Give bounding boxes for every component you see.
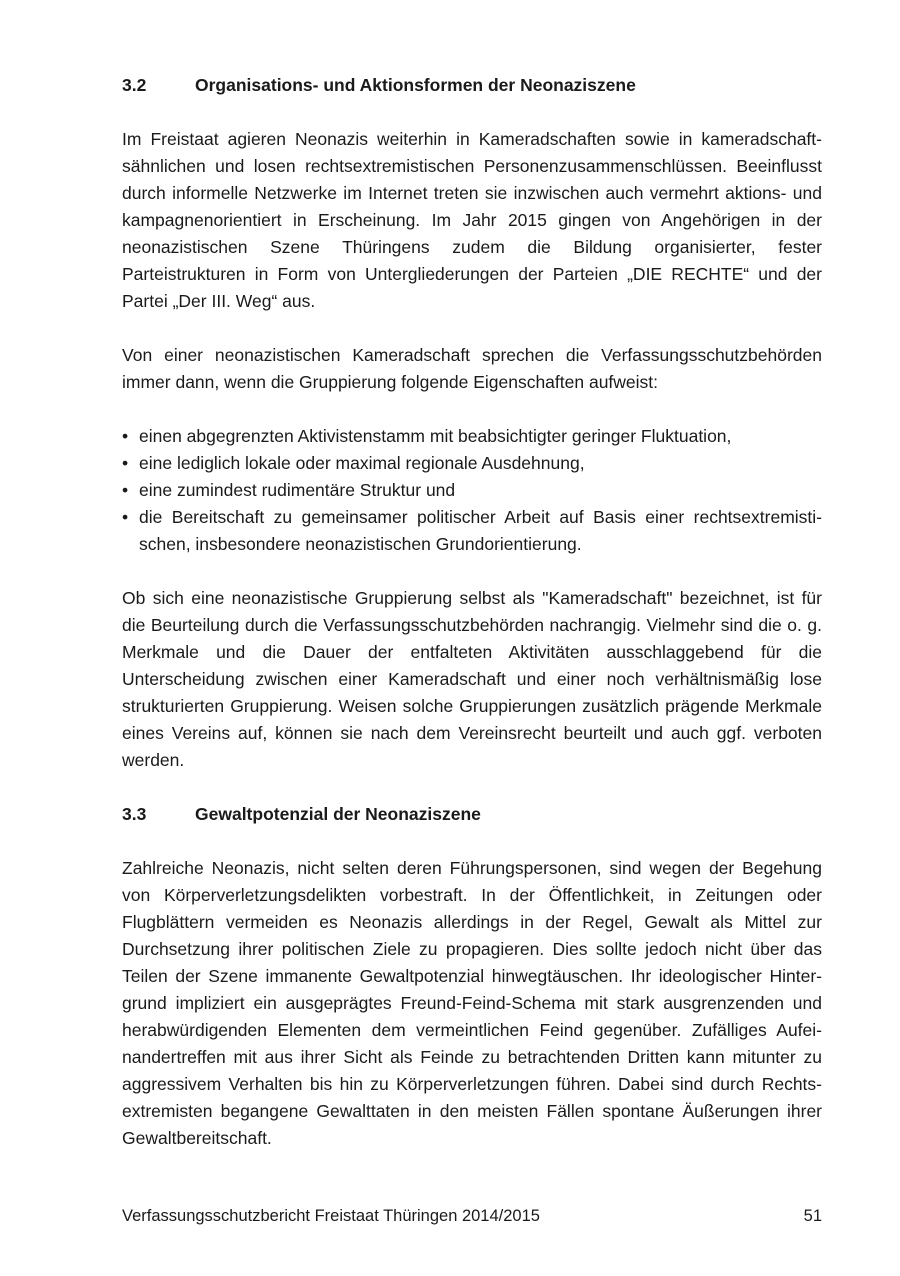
section-title: Gewaltpotenzial der Neonaziszene xyxy=(195,804,481,824)
list-item-text: eine lediglich lokale oder maximal regionale Ausdehnung, xyxy=(139,453,585,473)
section-heading-3-2 xyxy=(122,72,822,99)
bullet-icon: • xyxy=(122,480,129,500)
page-number: 51 xyxy=(803,1207,822,1225)
criteria-list xyxy=(122,423,822,558)
page-body xyxy=(122,72,822,1152)
bullet-icon: • xyxy=(122,453,129,473)
list-item-text: einen abgegrenzten Aktivistenstamm mit beabsichtigter geringer Fluktuation, xyxy=(139,426,732,446)
section-heading-3-3 xyxy=(122,801,822,828)
section-number: 3.3 xyxy=(122,804,147,824)
list-item xyxy=(122,423,822,450)
paragraph: Von einer neonazistischen Kameradschaft sprechen die Verfassungsschutzbehörden immer dann, wenn die Gruppierung folgende Eigenschaften aufweist: xyxy=(122,345,822,392)
list-item xyxy=(122,477,822,504)
list-item-text: die Bereitschaft zu gemeinsamer politischer Arbeit auf Basis einer rechtsextremistischen, insbesondere neonazistischen Grundorientierung. xyxy=(139,507,822,554)
list-item xyxy=(122,450,822,477)
page-footer xyxy=(122,1204,822,1228)
paragraph: Zahlreiche Neonazis, nicht selten deren Führungspersonen, sind wegen der Begehung von Körperverletzungsdelikten vorbestraft. In der Öffentlichkeit, in Zeitungen oder Flugblättern vermeiden es Neonazis allerdings in der Regel, Gewalt als Mittel zur Durchsetzung ihrer politischen Ziele zu propagieren. Dies sollte jedoch nicht über das Teilen der Szene immanente Gewaltpotenzial hinwegtäuschen. Ihr ideologischer Hintergrund impliziert ein ausgeprägtes Freund-Feind-Schema mit stark ausgrenzenden und herabwürdigenden Elementen dem vermeintlichen Feind gegenüber. Zufälliges Aufeinandertreffen mit aus ihrer Sicht als Feinde zu betrachtenden Dritten kann mitunter zu aggressivem Verhalten bis hin zu Körperverletzungen führen. Dabei sind durch Rechtsextremisten begangene Gewalttaten in den meisten Fällen spontane Äußerungen ihrer Gewaltbereitschaft. xyxy=(122,858,822,1148)
footer-publication-title: Verfassungsschutzbericht Freistaat Thüringen 2014/2015 xyxy=(122,1207,540,1225)
section-number: 3.2 xyxy=(122,75,147,95)
list-item-text: eine zumindest rudimentäre Struktur und xyxy=(139,480,456,500)
paragraph: Ob sich eine neonazistische Gruppierung selbst als "Kameradschaft" bezeichnet, ist für die Beurteilung durch die Verfassungsschutzbehörden nachrangig. Vielmehr sind die o. g. Merkmale und die Dauer der entfalteten Aktivitäten ausschlaggebend für die Unterscheidung zwischen einer Kameradschaft und einer noch verhältnismäßig lose strukturierten Gruppierung. Weisen solche Gruppierungen zusätzlich prägende Merkmale eines Vereins auf, können sie nach dem Vereinsrecht beurteilt und auch ggf. verboten werden. xyxy=(122,588,822,770)
section-title: Organisations- und Aktionsformen der Neonaziszene xyxy=(195,75,636,95)
list-item xyxy=(122,504,822,558)
bullet-icon: • xyxy=(122,507,129,527)
paragraph: Im Freistaat agieren Neonazis weiterhin in Kameradschaften sowie in kameradschaftsähnlichen und losen rechtsextremistischen Personenzusammenschlüssen. Beeinflusst durch informelle Netzwerke im Internet treten sie inzwischen auch vermehrt aktions- und kampagnenorientiert in Erscheinung. Im Jahr 2015 gingen von Angehörigen in der neonazistischen Szene Thüringens zudem die Bildung organisierter, fester Parteistrukturen in Form von Untergliederungen der Parteien „DIE RECHTE“ und der Partei „Der III. Weg“ aus. xyxy=(122,129,822,311)
bullet-icon: • xyxy=(122,426,129,446)
